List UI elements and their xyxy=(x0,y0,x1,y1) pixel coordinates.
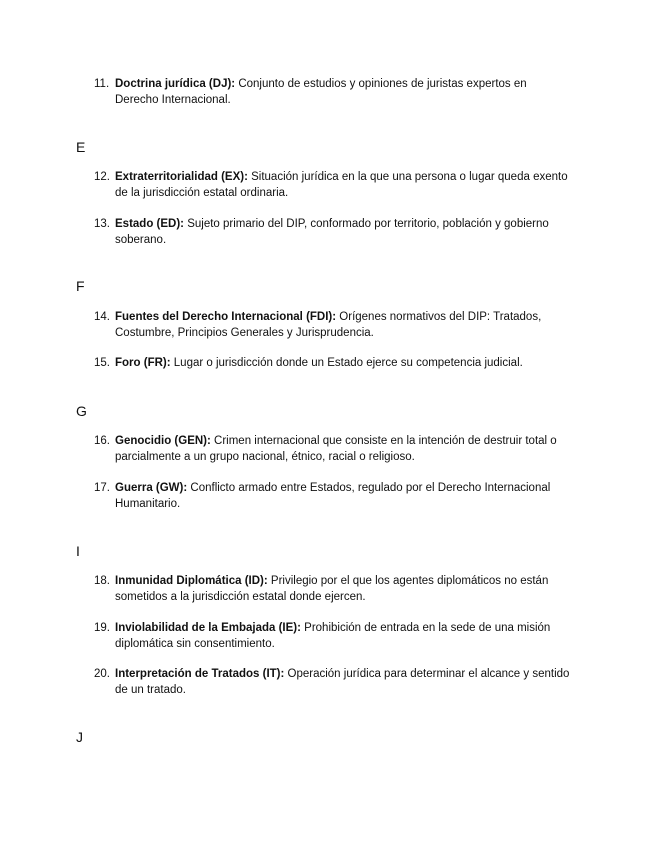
entry-definition: Orígenes normativos del DIP: Tratados, Costumbre, Principios Generales y Jurisprudencia. xyxy=(115,311,542,339)
glossary-entry-16 xyxy=(94,433,574,463)
section-letter-j: J xyxy=(76,729,83,745)
entry-body xyxy=(115,480,570,512)
entry-body xyxy=(115,666,570,698)
entry-body xyxy=(115,573,570,605)
section-letter-e: E xyxy=(76,139,86,155)
entry-term: Interpretación de Tratados (IT): xyxy=(115,668,285,680)
section-letter-g: G xyxy=(76,403,87,419)
entry-number: 19. xyxy=(94,622,110,634)
entry-number: 17. xyxy=(94,482,110,494)
entry-body xyxy=(115,309,570,341)
entry-term: Inmunidad Diplomática (ID): xyxy=(115,575,268,587)
entry-body xyxy=(115,433,570,465)
entry-term: Fuentes del Derecho Internacional (FDI): xyxy=(115,311,337,323)
entry-number: 15. xyxy=(94,357,110,369)
entry-body xyxy=(115,76,570,108)
entry-definition: Situación jurídica en la que una persona o lugar queda exento de la jurisdicción estatal ordinaria. xyxy=(115,171,568,199)
entry-body xyxy=(115,620,570,652)
entry-term: Genocidio (GEN): xyxy=(115,435,211,447)
entry-number: 12. xyxy=(94,171,110,183)
glossary-entry-15 xyxy=(94,355,574,371)
entry-number: 16. xyxy=(94,435,110,447)
entry-definition: Lugar o jurisdicción donde un Estado ejerce su competencia judicial. xyxy=(170,357,523,369)
section-letter-i: I xyxy=(76,543,80,559)
entry-number: 11. xyxy=(94,78,110,90)
entry-body xyxy=(115,216,570,248)
glossary-entry-11 xyxy=(94,76,574,106)
entry-term: Doctrina jurídica (DJ): xyxy=(115,78,236,90)
entry-number: 18. xyxy=(94,575,110,587)
entry-definition: Crimen internacional que consiste en la intención de destruir total o parcialmente a un grupo nacional, étnico, racial o religioso. xyxy=(115,435,557,463)
entry-term: Inviolabilidad de la Embajada (IE): xyxy=(115,622,301,634)
glossary-entry-13 xyxy=(94,216,574,246)
glossary-entry-20 xyxy=(94,666,574,696)
glossary-entry-12 xyxy=(94,169,574,199)
entry-number: 13. xyxy=(94,218,110,230)
entry-term: Guerra (GW): xyxy=(115,482,188,494)
entry-term: Extraterritorialidad (EX): xyxy=(115,171,248,183)
section-letter-f: F xyxy=(76,278,85,294)
glossary-entry-18 xyxy=(94,573,574,603)
entry-definition: Conflicto armado entre Estados, regulado por el Derecho Internacional Humanitario. xyxy=(115,482,551,510)
entry-number: 14. xyxy=(94,311,110,323)
entry-definition: Operación jurídica para determinar el alcance y sentido de un tratado. xyxy=(115,668,570,696)
glossary-entry-19 xyxy=(94,620,574,650)
entry-body xyxy=(115,169,570,201)
entry-term: Foro (FR): xyxy=(115,357,171,369)
glossary-entry-17 xyxy=(94,480,574,510)
entry-definition: Privilegio por el que los agentes diplomáticos no están sometidos a la jurisdicción estatal donde ejercen. xyxy=(115,575,549,603)
entry-body xyxy=(115,355,570,371)
entry-number: 20. xyxy=(94,668,110,680)
glossary-entry-14 xyxy=(94,309,574,339)
entry-definition: Conjunto de estudios y opiniones de juristas expertos en Derecho Internacional. xyxy=(115,78,527,106)
entry-definition: Prohibición de entrada en la sede de una misión diplomática sin consentimiento. xyxy=(115,622,551,650)
entry-term: Estado (ED): xyxy=(115,218,184,230)
entry-definition: Sujeto primario del DIP, conformado por territorio, población y gobierno soberano. xyxy=(115,218,549,246)
